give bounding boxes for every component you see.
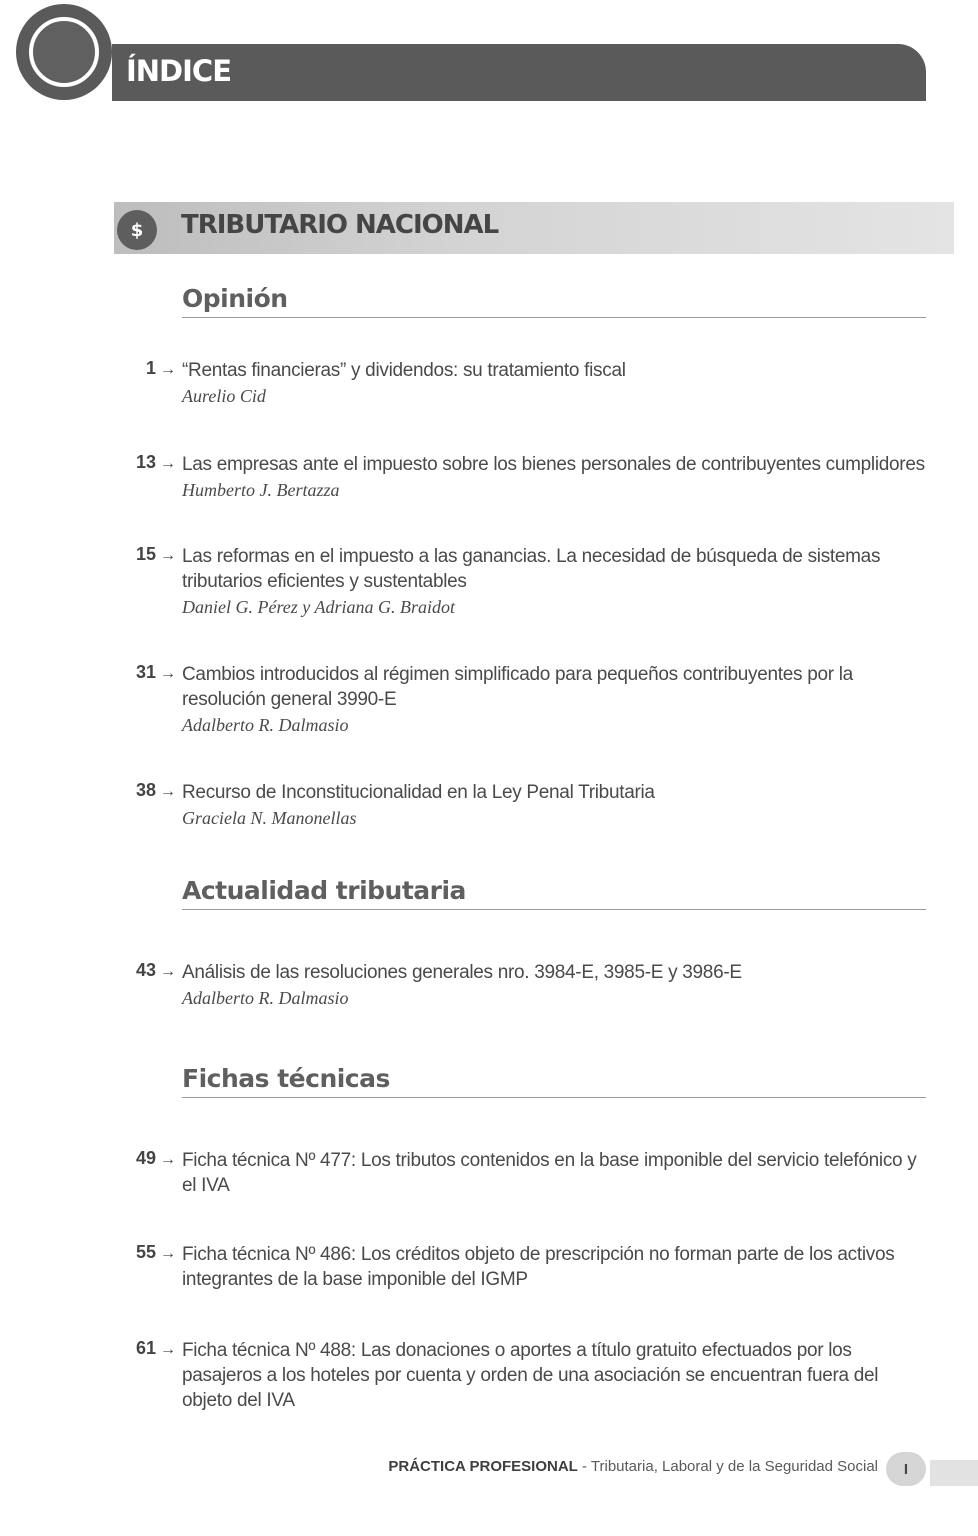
toc-entry-author: Humberto J. Bertazza: [182, 480, 340, 500]
arrow-right-icon: →: [160, 963, 176, 980]
toc-entry-page: 49 →: [135, 1148, 176, 1168]
toc-entry-author: Aurelio Cid: [182, 386, 266, 406]
toc-entry-page: 13 →: [135, 452, 176, 472]
arrow-right-icon: →: [160, 665, 176, 682]
subsection-heading-opinion: Opinión: [182, 284, 926, 318]
toc-entry-page: 31 →: [135, 662, 176, 682]
footer-subtitle: Tributaria, Laboral y de la Seguridad Social: [590, 1458, 878, 1475]
footer: [388, 1458, 878, 1475]
arrow-right-icon: →: [160, 361, 176, 378]
subsection-heading-fichas: Fichas técnicas: [182, 1064, 926, 1098]
toc-entry-page: 15 →: [135, 544, 176, 564]
toc-entry-title: Las reformas en el impuesto a las ganancias. La necesidad de búsqueda de sistemas tributarios eficientes y sustentables Daniel G. Pérez y Adriana G. Braidot: [182, 544, 928, 620]
toc-entry-title: Ficha técnica Nº 488: Las donaciones o aportes a título gratuito efectuados por los pasajeros a los hoteles por cuenta y orden de una asociación se encuentran fuera del objeto del IVA: [182, 1340, 879, 1411]
toc-entry-author: Adalberto R. Dalmasio: [182, 715, 349, 735]
toc-entry-page: 43 →: [135, 960, 176, 980]
toc-entry-page: 61 →: [135, 1338, 176, 1358]
toc-entry-page: 55 →: [135, 1242, 176, 1262]
arrow-right-icon: →: [160, 783, 176, 800]
toc-entry-author: Adalberto R. Dalmasio: [182, 988, 349, 1008]
page-title: ÍNDICE: [126, 54, 232, 88]
subsection-heading-actualidad: Actualidad tributaria: [182, 876, 926, 910]
header-bar: [112, 44, 926, 101]
toc-entry-title: “Rentas financieras” y dividendos: su tratamiento fiscal Aurelio Cid: [182, 358, 928, 409]
toc-entry-author: Daniel G. Pérez y Adriana G. Braidot: [182, 597, 455, 617]
toc-entry-title: Las empresas ante el impuesto sobre los bienes personales de contribuyentes cumplidores Humberto J. Bertazza: [182, 452, 928, 503]
toc-entry-title: Ficha técnica Nº 486: Los créditos objeto de prescripción no forman parte de los activos integrantes de la base imponible del IGMP: [182, 1244, 895, 1290]
footer-separator: -: [577, 1458, 591, 1475]
arrow-right-icon: →: [160, 1151, 176, 1168]
arrow-right-icon: →: [160, 547, 176, 564]
arrow-right-icon: →: [160, 1245, 176, 1262]
toc-entry-title: Ficha técnica Nº 477: Los tributos contenidos en la base imponible del servicio telefónico y el IVA: [182, 1150, 917, 1196]
money-bag-icon: $: [117, 210, 157, 250]
arrow-right-icon: →: [160, 1341, 176, 1358]
toc-entry-title: Recurso de Inconstitucionalidad en la Ley Penal Tributaria Graciela N. Manonellas: [182, 780, 928, 831]
toc-entry-author: Graciela N. Manonellas: [182, 808, 357, 828]
footer-strip: [930, 1460, 978, 1486]
toc-entry-title: Análisis de las resoluciones generales nro. 3984-E, 3985-E y 3986-E Adalberto R. Dalmasio: [182, 960, 928, 1011]
page-number-badge: I: [886, 1452, 926, 1486]
toc-entry-page: 38 →: [135, 780, 176, 800]
header-circle-inner-icon: [29, 17, 99, 87]
toc-entry-page: 1 →: [145, 358, 176, 378]
footer-brand: PRÁCTICA PROFESIONAL: [388, 1458, 578, 1475]
arrow-right-icon: →: [160, 455, 176, 472]
toc-entry-title: Cambios introducidos al régimen simplificado para pequeños contribuyentes por la resolución general 3990-E Adalberto R. Dalmasio: [182, 662, 928, 738]
section-title: TRIBUTARIO NACIONAL: [181, 210, 499, 240]
